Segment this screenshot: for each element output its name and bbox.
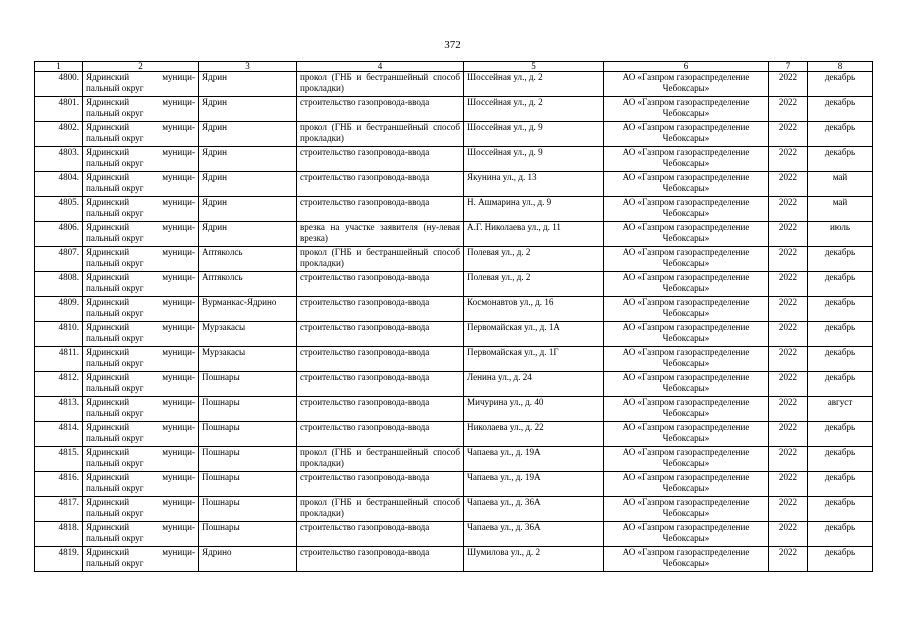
settlement-cell: Ядрин [199,72,297,97]
district-cell: Ядринский муници-пальный округ [83,322,199,347]
month-cell: декабрь [808,447,873,472]
page-number: 372 [444,39,461,51]
settlement-cell: Мурзакасы [199,347,297,372]
organization-cell: АО «Газпром газораспределение Чебоксары» [604,347,769,372]
district-cell: Ядринский муници-пальный округ [83,272,199,297]
table-row [35,122,873,147]
address-cell: Первомайская ул., д. 1Г [464,347,604,372]
row-number: 4802. [35,122,83,147]
row-number: 4817. [35,497,83,522]
organization-cell: АО «Газпром газораспределение Чебоксары» [604,72,769,97]
month-cell: июль [808,222,873,247]
district-cell: Ядринский муници-пальный округ [83,447,199,472]
settlement-cell: Пошнары [199,422,297,447]
address-cell: Первомайская ул., д. 1А [464,322,604,347]
month-cell: декабрь [808,322,873,347]
organization-cell: АО «Газпром газораспределение Чебоксары» [604,197,769,222]
row-number: 4813. [35,397,83,422]
year-cell: 2022 [769,322,808,347]
table-row [35,372,873,397]
column-header: 5 [464,62,604,72]
district-cell: Ядринский муници-пальный округ [83,547,199,572]
row-number: 4800. [35,72,83,97]
district-cell: Ядринский муници-пальный округ [83,472,199,497]
month-cell: август [808,397,873,422]
settlement-cell: Аптяколсь [199,272,297,297]
year-cell: 2022 [769,472,808,497]
organization-cell: АО «Газпром газораспределение Чебоксары» [604,272,769,297]
table-row [35,397,873,422]
row-number: 4814. [35,422,83,447]
table-row [35,97,873,122]
work-type-cell: врезка на участке заявителя (ну-левая врезка) [297,222,464,247]
month-cell: декабрь [808,122,873,147]
district-cell: Ядринский муници-пальный округ [83,497,199,522]
year-cell: 2022 [769,122,808,147]
address-cell: Ленина ул., д. 24 [464,372,604,397]
district-cell: Ядринский муници-пальный округ [83,222,199,247]
work-type-cell: строительство газопровода-ввода [297,197,464,222]
organization-cell: АО «Газпром газораспределение Чебоксары» [604,247,769,272]
work-type-cell: строительство газопровода-ввода [297,147,464,172]
column-header: 4 [297,62,464,72]
work-type-cell: прокол (ГНБ и бестраншейный способ прокладки) [297,447,464,472]
settlement-cell: Ядрин [199,222,297,247]
table-row [35,297,873,322]
organization-cell: АО «Газпром газораспределение Чебоксары» [604,447,769,472]
month-cell: декабрь [808,347,873,372]
row-number: 4805. [35,197,83,222]
year-cell: 2022 [769,272,808,297]
work-type-cell: прокол (ГНБ и бестраншейный способ прокладки) [297,247,464,272]
table-row [35,547,873,572]
work-type-cell: строительство газопровода-ввода [297,372,464,397]
table-row [35,347,873,372]
address-cell: А.Г. Николаева ул., д. 11 [464,222,604,247]
settlement-cell: Ядрин [199,147,297,172]
work-type-cell: строительство газопровода-ввода [297,547,464,572]
organization-cell: АО «Газпром газораспределение Чебоксары» [604,147,769,172]
organization-cell: АО «Газпром газораспределение Чебоксары» [604,422,769,447]
year-cell: 2022 [769,147,808,172]
year-cell: 2022 [769,247,808,272]
address-cell: Полевая ул., д. 2 [464,272,604,297]
table-row [35,422,873,447]
year-cell: 2022 [769,72,808,97]
year-cell: 2022 [769,97,808,122]
table-row [35,172,873,197]
column-header: 6 [604,62,769,72]
row-number: 4807. [35,247,83,272]
month-cell: декабрь [808,522,873,547]
month-cell: декабрь [808,272,873,297]
row-number: 4818. [35,522,83,547]
district-cell: Ядринский муници-пальный округ [83,122,199,147]
address-cell: Николаева ул., д. 22 [464,422,604,447]
row-number: 4815. [35,447,83,472]
column-header: 3 [199,62,297,72]
settlement-cell: Мурзакасы [199,322,297,347]
settlement-cell: Вурманкас-Ядрино [199,297,297,322]
work-type-cell: прокол (ГНБ и бестраншейный способ прокладки) [297,122,464,147]
address-cell: Шоссейная ул., д. 2 [464,72,604,97]
district-cell: Ядринский муници-пальный округ [83,422,199,447]
address-cell: Чапаева ул., д. 36А [464,522,604,547]
month-cell: декабрь [808,497,873,522]
organization-cell: АО «Газпром газораспределение Чебоксары» [604,547,769,572]
row-number: 4806. [35,222,83,247]
month-cell: декабрь [808,297,873,322]
column-header: 8 [808,62,873,72]
table-row [35,247,873,272]
address-cell: Чапаева ул., д. 19А [464,447,604,472]
row-number: 4804. [35,172,83,197]
year-cell: 2022 [769,297,808,322]
row-number: 4812. [35,372,83,397]
year-cell: 2022 [769,422,808,447]
month-cell: май [808,172,873,197]
table-row [35,472,873,497]
table-row [35,522,873,547]
work-type-cell: строительство газопровода-ввода [297,97,464,122]
organization-cell: АО «Газпром газораспределение Чебоксары» [604,297,769,322]
address-cell: Мичурина ул., д. 40 [464,397,604,422]
district-cell: Ядринский муници-пальный округ [83,522,199,547]
table-row [35,197,873,222]
year-cell: 2022 [769,522,808,547]
row-number: 4810. [35,322,83,347]
header-row [35,62,873,72]
month-cell: декабрь [808,372,873,397]
settlement-cell: Ядрин [199,122,297,147]
district-cell: Ядринский муници-пальный округ [83,172,199,197]
address-cell: Чапаева ул., д. 36А [464,497,604,522]
address-cell: Шоссейная ул., д. 2 [464,97,604,122]
district-cell: Ядринский муници-пальный округ [83,97,199,122]
year-cell: 2022 [769,222,808,247]
year-cell: 2022 [769,347,808,372]
year-cell: 2022 [769,547,808,572]
row-number: 4808. [35,272,83,297]
year-cell: 2022 [769,447,808,472]
settlement-cell: Ядрин [199,172,297,197]
year-cell: 2022 [769,497,808,522]
district-cell: Ядринский муници-пальный округ [83,372,199,397]
organization-cell: АО «Газпром газораспределение Чебоксары» [604,122,769,147]
row-number: 4811. [35,347,83,372]
organization-cell: АО «Газпром газораспределение Чебоксары» [604,97,769,122]
district-cell: Ядринский муници-пальный округ [83,72,199,97]
organization-cell: АО «Газпром газораспределение Чебоксары» [604,372,769,397]
work-type-cell: строительство газопровода-ввода [297,322,464,347]
address-cell: Н. Ашмарина ул., д. 9 [464,197,604,222]
settlement-cell: Пошнары [199,397,297,422]
row-number: 4809. [35,297,83,322]
district-cell: Ядринский муници-пальный округ [83,397,199,422]
data-table [34,61,873,572]
month-cell: декабрь [808,472,873,497]
settlement-cell: Пошнары [199,472,297,497]
organization-cell: АО «Газпром газораспределение Чебоксары» [604,522,769,547]
table-row [35,72,873,97]
work-type-cell: строительство газопровода-ввода [297,472,464,497]
month-cell: декабрь [808,97,873,122]
month-cell: май [808,197,873,222]
settlement-cell: Пошнары [199,372,297,397]
address-cell: Чапаева ул., д. 19А [464,472,604,497]
work-type-cell: прокол (ГНБ и бестраншейный способ прокладки) [297,497,464,522]
settlement-cell: Ядрин [199,97,297,122]
year-cell: 2022 [769,372,808,397]
organization-cell: АО «Газпром газораспределение Чебоксары» [604,172,769,197]
month-cell: декабрь [808,422,873,447]
year-cell: 2022 [769,172,808,197]
work-type-cell: прокол (ГНБ и бестраншейный способ прокладки) [297,72,464,97]
table-row [35,147,873,172]
table-row [35,222,873,247]
district-cell: Ядринский муници-пальный округ [83,347,199,372]
column-header: 2 [83,62,199,72]
address-cell: Космонавтов ул., д. 16 [464,297,604,322]
row-number: 4803. [35,147,83,172]
district-cell: Ядринский муници-пальный округ [83,197,199,222]
settlement-cell: Пошнары [199,497,297,522]
month-cell: декабрь [808,147,873,172]
column-header: 1 [35,62,83,72]
work-type-cell: строительство газопровода-ввода [297,522,464,547]
row-number: 4819. [35,547,83,572]
organization-cell: АО «Газпром газораспределение Чебоксары» [604,322,769,347]
month-cell: декабрь [808,547,873,572]
settlement-cell: Аптяколсь [199,247,297,272]
address-cell: Шоссейная ул., д. 9 [464,122,604,147]
address-cell: Шоссейная ул., д. 9 [464,147,604,172]
settlement-cell: Пошнары [199,522,297,547]
district-cell: Ядринский муници-пальный округ [83,297,199,322]
district-cell: Ядринский муници-пальный округ [83,247,199,272]
month-cell: декабрь [808,72,873,97]
work-type-cell: строительство газопровода-ввода [297,272,464,297]
organization-cell: АО «Газпром газораспределение Чебоксары» [604,497,769,522]
table-row [35,322,873,347]
organization-cell: АО «Газпром газораспределение Чебоксары» [604,397,769,422]
organization-cell: АО «Газпром газораспределение Чебоксары» [604,222,769,247]
address-cell: Якунина ул., д. 13 [464,172,604,197]
settlement-cell: Ядрин [199,197,297,222]
settlement-cell: Ядрино [199,547,297,572]
work-type-cell: строительство газопровода-ввода [297,172,464,197]
table-row [35,497,873,522]
table-row [35,447,873,472]
month-cell: декабрь [808,247,873,272]
settlement-cell: Пошнары [199,447,297,472]
address-cell: Полевая ул., д. 2 [464,247,604,272]
work-type-cell: строительство газопровода-ввода [297,397,464,422]
row-number: 4801. [35,97,83,122]
work-type-cell: строительство газопровода-ввода [297,297,464,322]
table-row [35,272,873,297]
organization-cell: АО «Газпром газораспределение Чебоксары» [604,472,769,497]
work-type-cell: строительство газопровода-ввода [297,422,464,447]
work-type-cell: строительство газопровода-ввода [297,347,464,372]
address-cell: Шумилова ул., д. 2 [464,547,604,572]
year-cell: 2022 [769,197,808,222]
district-cell: Ядринский муници-пальный округ [83,147,199,172]
year-cell: 2022 [769,397,808,422]
row-number: 4816. [35,472,83,497]
column-header: 7 [769,62,808,72]
